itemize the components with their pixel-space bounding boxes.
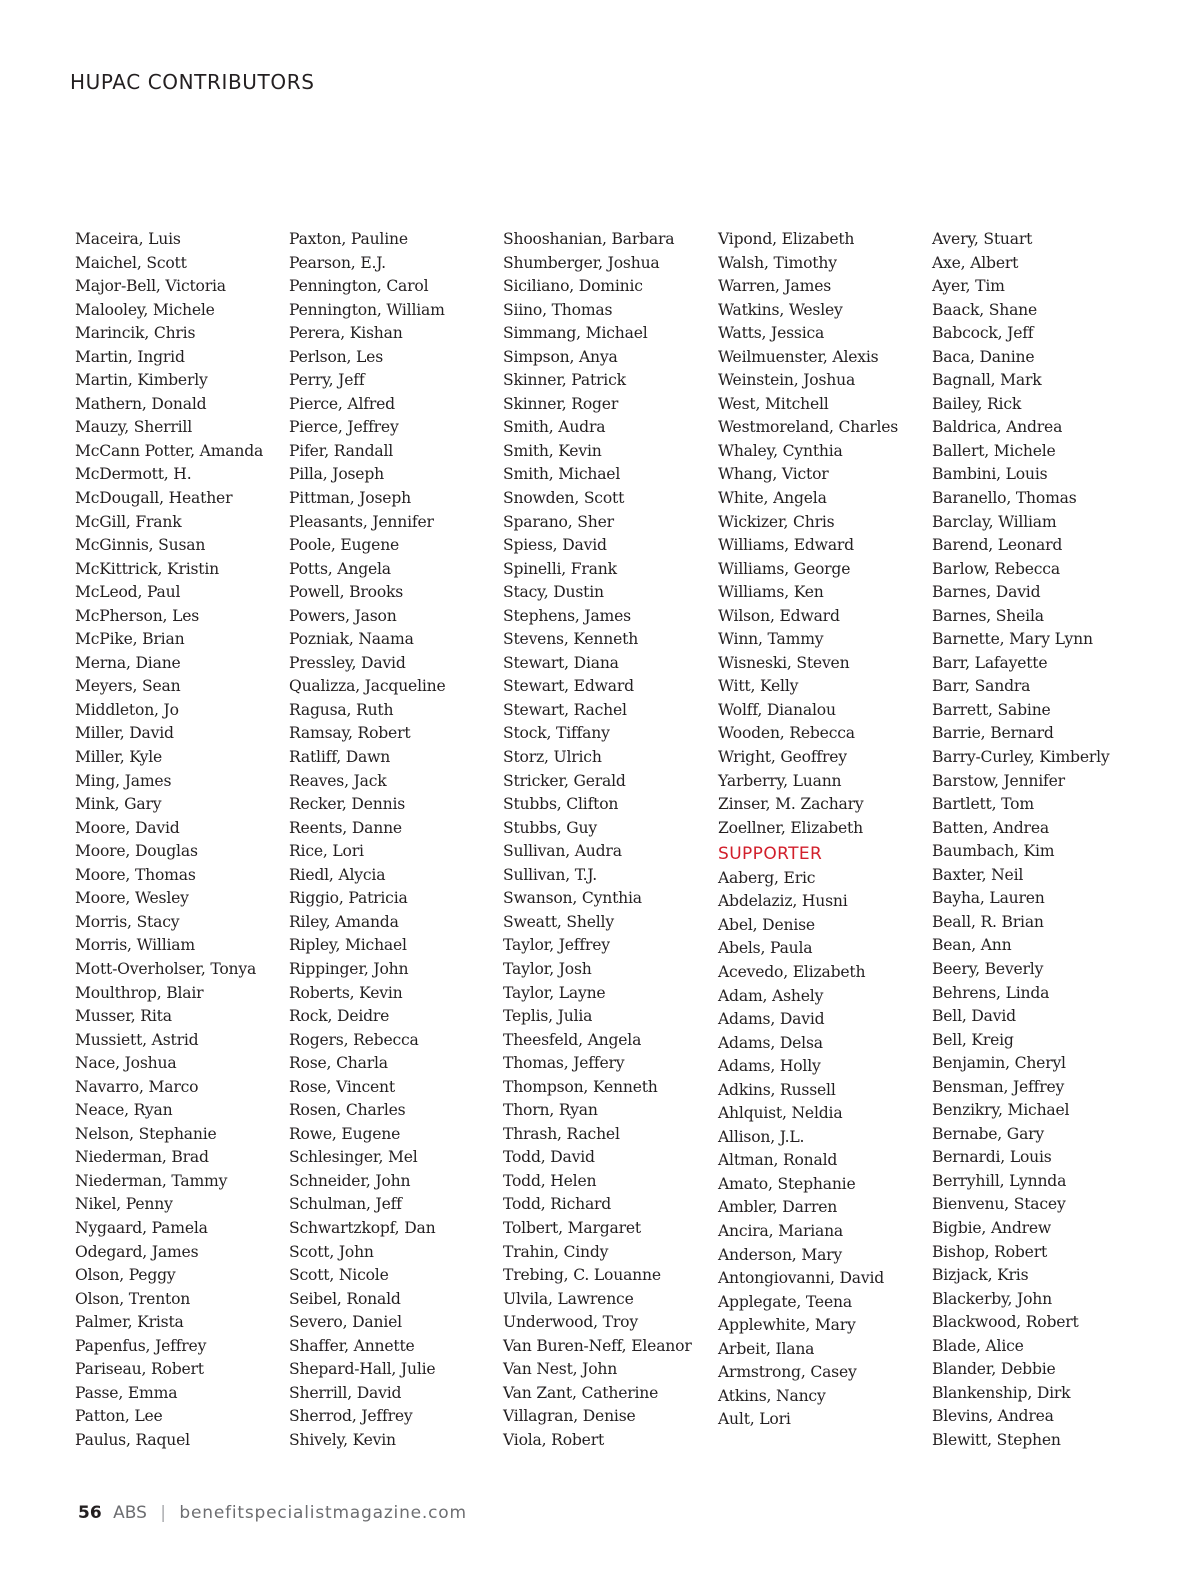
contributor-name: Barry-Curley, Kimberly	[932, 748, 1110, 767]
contributor-name: Mathern, Donald	[75, 394, 207, 413]
contributor-name: Ballert, Michele	[932, 441, 1056, 460]
contributor-name: Blackerby, John	[932, 1289, 1052, 1308]
contributor-name: Blankenship, Dirk	[932, 1383, 1071, 1402]
contributor-column-4	[718, 228, 928, 1432]
supporter-name: Applewhite, Mary	[718, 1316, 856, 1335]
supporter-name: Abel, Denise	[718, 915, 815, 934]
supporter-name: Ahlquist, Neldia	[718, 1104, 843, 1123]
contributor-name: Seibel, Ronald	[289, 1289, 401, 1308]
supporter-heading: SUPPORTER	[718, 844, 823, 865]
contributor-name: Stubbs, Guy	[503, 818, 597, 837]
contributor-name: Thrash, Rachel	[503, 1124, 620, 1143]
contributor-name: Pleasants, Jennifer	[289, 512, 434, 531]
contributor-name: Bean, Ann	[932, 936, 1012, 955]
contributor-name: Watkins, Wesley	[718, 300, 843, 319]
contributor-name: Moore, Douglas	[75, 842, 198, 861]
contributor-name: Ayer, Tim	[932, 277, 1005, 296]
contributor-name: Thomas, Jeffery	[503, 1054, 625, 1073]
supporter-name: Ambler, Darren	[718, 1198, 838, 1217]
contributor-name: Mink, Gary	[75, 795, 162, 814]
contributor-name: Riggio, Patricia	[289, 889, 408, 908]
contributor-name: Schneider, John	[289, 1171, 411, 1190]
contributor-name: Blade, Alice	[932, 1336, 1024, 1355]
supporter-name: Adam, Ashely	[718, 986, 824, 1005]
contributor-name: Pierce, Alfred	[289, 394, 395, 413]
contributor-name: Merna, Diane	[75, 653, 181, 672]
contributor-name: Blackwood, Robert	[932, 1313, 1079, 1332]
contributor-column-5	[932, 228, 1142, 1452]
contributor-name: Wolff, Dianalou	[718, 700, 836, 719]
contributor-name: Perlson, Les	[289, 347, 383, 366]
contributor-name: Barnes, Sheila	[932, 606, 1044, 625]
contributor-name: Ripley, Michael	[289, 936, 407, 955]
contributor-name: Palmer, Krista	[75, 1313, 184, 1332]
contributor-name: Williams, George	[718, 559, 851, 578]
contributor-name: Benzikry, Michael	[932, 1101, 1070, 1120]
contributor-name: Malooley, Michele	[75, 300, 215, 319]
contributor-name: Weinstein, Joshua	[718, 371, 856, 390]
contributor-name: Teplis, Julia	[503, 1007, 593, 1026]
contributor-name: Passe, Emma	[75, 1383, 178, 1402]
contributor-name: Rosen, Charles	[289, 1101, 406, 1120]
contributor-name: Nelson, Stephanie	[75, 1124, 217, 1143]
contributor-name: Baumbach, Kim	[932, 842, 1055, 861]
contributor-name: McDougall, Heather	[75, 489, 233, 508]
contributor-name: Pifer, Randall	[289, 441, 394, 460]
contributor-name: Walsh, Timothy	[718, 253, 837, 272]
page-number: 56	[78, 1503, 102, 1523]
contributor-name: Mussiett, Astrid	[75, 1030, 199, 1049]
contributor-name: Rose, Charla	[289, 1054, 388, 1073]
contributor-name: Berryhill, Lynnda	[932, 1171, 1067, 1190]
page-footer	[78, 1503, 467, 1523]
contributor-name: Sweatt, Shelly	[503, 912, 614, 931]
contributor-name: Schlesinger, Mel	[289, 1148, 418, 1167]
contributor-name: Taylor, Jeffrey	[503, 936, 610, 955]
contributor-name: Barlow, Rebecca	[932, 559, 1060, 578]
contributor-name: Zinser, M. Zachary	[718, 795, 864, 814]
page-title: HUPAC CONTRIBUTORS	[70, 70, 315, 94]
contributor-name: Olson, Peggy	[75, 1266, 176, 1285]
contributor-name: Perry, Jeff	[289, 371, 365, 390]
contributor-name: Miller, Kyle	[75, 748, 163, 767]
contributor-name: Bensman, Jeffrey	[932, 1077, 1065, 1096]
contributor-name: Viola, Robert	[503, 1430, 605, 1449]
contributor-name: McPike, Brian	[75, 630, 185, 649]
contributor-name: Swanson, Cynthia	[503, 889, 642, 908]
contributor-name: Todd, David	[503, 1148, 595, 1167]
contributor-name: Pittman, Joseph	[289, 489, 411, 508]
contributor-name: Wooden, Rebecca	[718, 724, 855, 743]
contributor-name: Trebing, C. Louanne	[503, 1266, 661, 1285]
contributor-name: Stewart, Diana	[503, 653, 619, 672]
contributor-name: Tolbert, Margaret	[503, 1218, 641, 1237]
contributor-name: Villagran, Denise	[503, 1407, 636, 1426]
contributor-name: Musser, Rita	[75, 1007, 172, 1026]
contributor-name: Taylor, Layne	[503, 983, 606, 1002]
contributor-name: Rippinger, John	[289, 959, 409, 978]
contributor-name: Middleton, Jo	[75, 700, 179, 719]
contributor-name: Severo, Daniel	[289, 1313, 402, 1332]
contributor-name: Reents, Danne	[289, 818, 402, 837]
contributor-name: Paulus, Raquel	[75, 1430, 190, 1449]
contributor-name: Pennington, Carol	[289, 277, 429, 296]
contributor-name: Stock, Tiffany	[503, 724, 610, 743]
contributor-name: Spinelli, Frank	[503, 559, 617, 578]
contributor-name: Rogers, Rebecca	[289, 1030, 419, 1049]
contributor-name: Shumberger, Joshua	[503, 253, 660, 272]
supporter-name: Atkins, Nancy	[718, 1386, 826, 1405]
supporter-name: Adams, Delsa	[718, 1033, 823, 1052]
supporter-name: Arbeit, Ilana	[718, 1339, 815, 1358]
contributor-name: Navarro, Marco	[75, 1077, 199, 1096]
supporter-name: Amato, Stephanie	[718, 1174, 856, 1193]
contributor-name: Wisneski, Steven	[718, 653, 850, 672]
contributor-name: Niederman, Brad	[75, 1148, 209, 1167]
contributor-name: Nikel, Penny	[75, 1195, 173, 1214]
contributor-name: Wickizer, Chris	[718, 512, 835, 531]
contributor-name: Rock, Deidre	[289, 1007, 390, 1026]
contributor-name: Underwood, Troy	[503, 1313, 638, 1332]
contributor-name: Van Buren-Neff, Eleanor	[503, 1336, 692, 1355]
contributor-name: Maichel, Scott	[75, 253, 187, 272]
supporter-name: Adkins, Russell	[718, 1080, 836, 1099]
contributor-name: Bayha, Lauren	[932, 889, 1045, 908]
contributor-name: Neace, Ryan	[75, 1101, 173, 1120]
contributor-name: Sullivan, Audra	[503, 842, 622, 861]
contributor-name: Niederman, Tammy	[75, 1171, 228, 1190]
contributor-name: Bernabe, Gary	[932, 1124, 1045, 1143]
contributor-name: Miller, David	[75, 724, 174, 743]
contributor-name: Stewart, Rachel	[503, 700, 627, 719]
contributor-name: Bagnall, Mark	[932, 371, 1042, 390]
supporter-name: Antongiovanni, David	[718, 1269, 885, 1288]
contributor-name: McCann Potter, Amanda	[75, 441, 264, 460]
contributor-name: Ragusa, Ruth	[289, 700, 394, 719]
contributor-name: Pilla, Joseph	[289, 465, 384, 484]
contributor-name: Sherrod, Jeffrey	[289, 1407, 413, 1426]
contributor-name: Siciliano, Dominic	[503, 277, 643, 296]
supporter-name: Armstrong, Casey	[718, 1363, 857, 1382]
contributor-name: McPherson, Les	[75, 606, 200, 625]
contributor-name: Thorn, Ryan	[503, 1101, 598, 1120]
contributor-name: Potts, Angela	[289, 559, 391, 578]
contributor-name: Olson, Trenton	[75, 1289, 191, 1308]
contributor-name: Reaves, Jack	[289, 771, 387, 790]
contributor-name: Pennington, William	[289, 300, 445, 319]
contributor-name: Marincik, Chris	[75, 324, 196, 343]
contributor-name: Nygaard, Pamela	[75, 1218, 208, 1237]
contributor-name: Barr, Sandra	[932, 677, 1031, 696]
contributor-name: Whaley, Cynthia	[718, 441, 843, 460]
contributor-column-1	[75, 228, 285, 1452]
contributor-name: Rice, Lori	[289, 842, 364, 861]
contributor-name: Warren, James	[718, 277, 832, 296]
contributor-name: Barrie, Bernard	[932, 724, 1054, 743]
contributor-name: Ming, James	[75, 771, 172, 790]
contributor-name: Pierce, Jeffrey	[289, 418, 399, 437]
contributor-column-2	[289, 228, 499, 1452]
supporter-name: Abdelaziz, Husni	[718, 892, 848, 911]
contributor-name: Stacy, Dustin	[503, 583, 604, 602]
contributor-name: Smith, Kevin	[503, 441, 602, 460]
contributor-name: Nace, Joshua	[75, 1054, 177, 1073]
contributor-name: Schulman, Jeff	[289, 1195, 402, 1214]
supporter-name: Adams, Holly	[718, 1057, 821, 1076]
contributor-name: Poole, Eugene	[289, 536, 400, 555]
contributor-name: Shaffer, Annette	[289, 1336, 415, 1355]
contributor-name: Witt, Kelly	[718, 677, 799, 696]
contributor-name: Watts, Jessica	[718, 324, 825, 343]
contributor-name: Barrett, Sabine	[932, 700, 1051, 719]
contributor-name: Barnette, Mary Lynn	[932, 630, 1093, 649]
contributor-name: Vipond, Elizabeth	[718, 230, 855, 248]
supporter-name: Ancira, Mariana	[718, 1221, 844, 1240]
contributor-name: Martin, Kimberly	[75, 371, 208, 390]
contributor-column-3	[503, 228, 713, 1452]
contributor-name: Bigbie, Andrew	[932, 1218, 1052, 1237]
contributor-name: Morris, William	[75, 936, 195, 955]
contributor-name: Meyers, Sean	[75, 677, 181, 696]
contributor-name: Theesfeld, Angela	[503, 1030, 642, 1049]
contributor-name: Smith, Audra	[503, 418, 606, 437]
contributor-name: Spiess, David	[503, 536, 607, 555]
contributor-name: Moore, Thomas	[75, 865, 196, 884]
contributor-name: Riley, Amanda	[289, 912, 399, 931]
contributor-name: Bishop, Robert	[932, 1242, 1048, 1261]
contributor-name: Moore, Wesley	[75, 889, 189, 908]
contributor-name: Bailey, Rick	[932, 394, 1022, 413]
contributor-name: Siino, Thomas	[503, 300, 613, 319]
supporter-name: Applegate, Teena	[718, 1292, 852, 1311]
contributor-name: Stevens, Kenneth	[503, 630, 639, 649]
contributor-name: Major-Bell, Victoria	[75, 277, 226, 296]
contributor-name: Baxter, Neil	[932, 865, 1024, 884]
contributor-name: Todd, Helen	[503, 1171, 597, 1190]
contributor-name: Mauzy, Sherrill	[75, 418, 192, 437]
contributor-name: Williams, Edward	[718, 536, 854, 555]
supporter-name: Altman, Ronald	[718, 1151, 838, 1170]
contributor-name: Trahin, Cindy	[503, 1242, 609, 1261]
contributor-name: Taylor, Josh	[503, 959, 592, 978]
contributor-name: Powell, Brooks	[289, 583, 404, 602]
contributor-name: Bartlett, Tom	[932, 795, 1034, 814]
contributor-name: Rose, Vincent	[289, 1077, 395, 1096]
contributor-name: Winn, Tammy	[718, 630, 824, 649]
contributor-name: Bell, David	[932, 1007, 1016, 1026]
contributor-name: Babcock, Jeff	[932, 324, 1034, 343]
contributor-name: Stricker, Gerald	[503, 771, 626, 790]
contributor-name: Stubbs, Clifton	[503, 795, 619, 814]
website-link[interactable]: benefitspecialistmagazine.com	[179, 1503, 467, 1523]
contributor-name: Avery, Stuart	[932, 230, 1033, 248]
contributor-name: Thompson, Kenneth	[503, 1077, 658, 1096]
contributor-name: Pearson, E.J.	[289, 253, 386, 272]
contributor-name: McGinnis, Susan	[75, 536, 206, 555]
contributor-name: Patton, Lee	[75, 1407, 163, 1426]
contributor-name: Odegard, James	[75, 1242, 199, 1261]
contributor-name: Rowe, Eugene	[289, 1124, 401, 1143]
contributor-name: Sullivan, T.J.	[503, 865, 598, 884]
contributor-name: Beall, R. Brian	[932, 912, 1044, 931]
contributor-name: Pariseau, Robert	[75, 1360, 204, 1379]
contributor-name: McDermott, H.	[75, 465, 192, 484]
contributor-name: Storz, Ulrich	[503, 748, 602, 767]
contributor-name: Blewitt, Stephen	[932, 1430, 1061, 1449]
contributor-name: West, Mitchell	[718, 394, 829, 413]
contributor-name: Williams, Ken	[718, 583, 824, 602]
contributor-name: Barr, Lafayette	[932, 653, 1048, 672]
contributor-name: Paxton, Pauline	[289, 230, 408, 248]
contributor-name: Shepard-Hall, Julie	[289, 1360, 436, 1379]
contributor-name: Pressley, David	[289, 653, 406, 672]
contributor-name: Powers, Jason	[289, 606, 397, 625]
contributor-name: Moore, David	[75, 818, 180, 837]
contributor-name: Shively, Kevin	[289, 1430, 396, 1449]
contributor-name: Barclay, William	[932, 512, 1057, 531]
contributor-name: Bienvenu, Stacey	[932, 1195, 1066, 1214]
contributor-name: Scott, John	[289, 1242, 374, 1261]
contributor-name: Bell, Kreig	[932, 1030, 1014, 1049]
contributor-name: Maceira, Luis	[75, 230, 181, 248]
contributor-name: Moulthrop, Blair	[75, 983, 204, 1002]
supporter-name: Anderson, Mary	[718, 1245, 843, 1264]
contributor-name: Ratliff, Dawn	[289, 748, 391, 767]
contributor-name: Yarberry, Luann	[718, 771, 842, 790]
contributor-name: McGill, Frank	[75, 512, 182, 531]
contributor-name: Bambini, Louis	[932, 465, 1048, 484]
contributor-name: Westmoreland, Charles	[718, 418, 899, 437]
contributor-name: White, Angela	[718, 489, 827, 508]
contributor-name: Riedl, Alycia	[289, 865, 386, 884]
contributor-name: Stephens, James	[503, 606, 631, 625]
contributor-name: Bizjack, Kris	[932, 1266, 1029, 1285]
contributor-name: Blander, Debbie	[932, 1360, 1056, 1379]
contributor-name: Recker, Dennis	[289, 795, 406, 814]
contributor-name: Ulvila, Lawrence	[503, 1289, 634, 1308]
contributor-name: Sparano, Sher	[503, 512, 614, 531]
contributor-name: Baca, Danine	[932, 347, 1035, 366]
contributor-name: Perera, Kishan	[289, 324, 403, 343]
contributor-name: Morris, Stacy	[75, 912, 180, 931]
contributor-name: Schwartzkopf, Dan	[289, 1218, 436, 1237]
contributor-name: Benjamin, Cheryl	[932, 1054, 1066, 1073]
contributor-name: Sherrill, David	[289, 1383, 402, 1402]
contributor-name: Barend, Leonard	[932, 536, 1063, 555]
contributor-name: Batten, Andrea	[932, 818, 1049, 837]
contributor-name: Ramsay, Robert	[289, 724, 411, 743]
contributor-name: Skinner, Roger	[503, 394, 619, 413]
supporter-name: Adams, David	[718, 1010, 825, 1029]
contributor-name: Wright, Geoffrey	[718, 748, 847, 767]
contributor-name: Baranello, Thomas	[932, 489, 1077, 508]
contributor-name: Shooshanian, Barbara	[503, 230, 675, 248]
contributor-name: McLeod, Paul	[75, 583, 181, 602]
contributor-name: Simmang, Michael	[503, 324, 648, 343]
contributor-name: Qualizza, Jacqueline	[289, 677, 446, 696]
contributor-name: Beery, Beverly	[932, 959, 1044, 978]
contributor-name: Roberts, Kevin	[289, 983, 403, 1002]
supporter-name: Acevedo, Elizabeth	[718, 962, 866, 981]
footer-separator: |	[160, 1503, 167, 1523]
contributor-name: Bernardi, Louis	[932, 1148, 1052, 1167]
contributor-name: Van Zant, Catherine	[503, 1383, 659, 1402]
contributor-name: Blevins, Andrea	[932, 1407, 1054, 1426]
contributor-name: Baack, Shane	[932, 300, 1038, 319]
contributor-name: Martin, Ingrid	[75, 347, 185, 366]
supporter-name: Allison, J.L.	[718, 1127, 805, 1146]
contributor-name: Mott-Overholser, Tonya	[75, 959, 257, 978]
contributor-name: Papenfus, Jeffrey	[75, 1336, 207, 1355]
contributor-name: Pozniak, Naama	[289, 630, 414, 649]
contributor-name: Todd, Richard	[503, 1195, 612, 1214]
publication-name: ABS	[113, 1503, 147, 1523]
contributor-name: Weilmuenster, Alexis	[718, 347, 879, 366]
contributor-name: Whang, Victor	[718, 465, 829, 484]
contributor-name: Barstow, Jennifer	[932, 771, 1065, 790]
contributor-name: Zoellner, Elizabeth	[718, 818, 863, 837]
contributor-name: Axe, Albert	[932, 253, 1019, 272]
contributor-name: Simpson, Anya	[503, 347, 618, 366]
contributor-name: Van Nest, John	[503, 1360, 618, 1379]
contributor-name: Behrens, Linda	[932, 983, 1050, 1002]
contributor-name: Skinner, Patrick	[503, 371, 626, 390]
contributor-name: Barnes, David	[932, 583, 1041, 602]
contributor-name: McKittrick, Kristin	[75, 559, 219, 578]
contributor-name: Baldrica, Andrea	[932, 418, 1063, 437]
contributor-name: Snowden, Scott	[503, 489, 625, 508]
contributor-name: Smith, Michael	[503, 465, 621, 484]
contributor-name: Stewart, Edward	[503, 677, 634, 696]
supporter-name: Ault, Lori	[718, 1410, 791, 1429]
supporter-name: Aaberg, Eric	[718, 868, 816, 887]
contributor-name: Wilson, Edward	[718, 606, 840, 625]
supporter-name: Abels, Paula	[718, 939, 813, 958]
contributor-name: Scott, Nicole	[289, 1266, 389, 1285]
